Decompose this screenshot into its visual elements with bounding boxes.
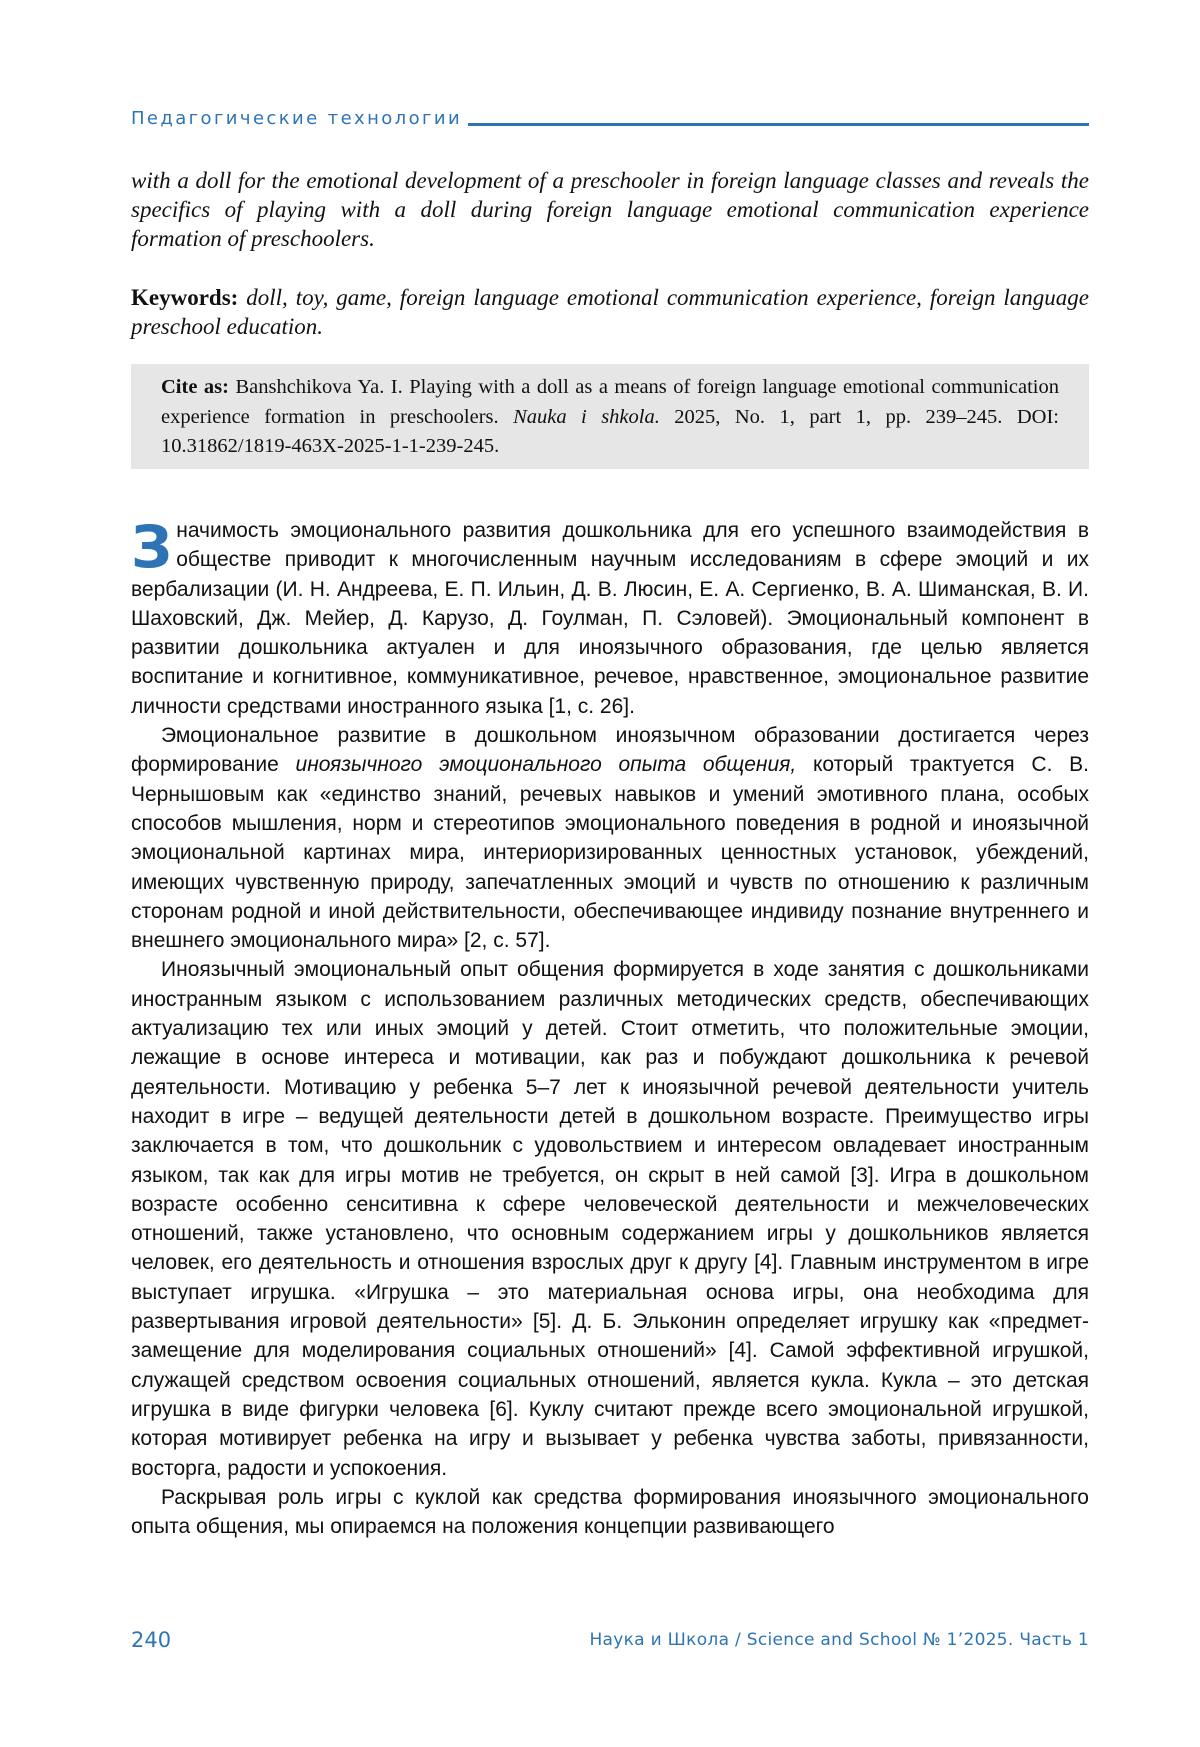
- keywords-text: doll, toy, game, foreign language emotional communication experience, foreign language preschool education.: [131, 285, 1090, 339]
- section-title: Педагогические технологии: [131, 108, 463, 129]
- paragraph-1: [131, 513, 1089, 721]
- citation-details: 2025, No. 1, part 1, pp. 239–245. DOI: 10.31862/1819-463X-2025-1-1-239-245.: [161, 405, 1059, 457]
- paragraph-3: Иноязычный эмоциональный опыт общения формируется в ходе занятия с дошкольниками иностранным языком с использованием различных методических средств, обеспечивающих актуализацию тех или иных эмоций у детей. Стоит отметить, что положительные эмоции, лежащие в основе интереса и мотивации, как раз и побуждают дошкольника к речевой деятельности. Мотивацию у ребенка 5–7 лет к иноязычной речевой деятельности учитель находит в игре – ведущей деятельности детей в дошкольном возрасте. Преимущество игры заключается в том, что дошкольник с удовольствием и интересом овладевает иностранным языком, так как для игры мотив не требуется, он скрыт в ней самой [3]. Игра в дошкольном возрасте особенно сенситивна к сфере человеческой деятельности и межчеловеческих отношений, также установлено, что основным содержанием игры у дошкольников является человек, его деятельность и отношения взрослых друг к другу [4]. Главным инструментом в игре выступает игрушка. «Игрушка – это материальная основа игры, она необходима для развертывания игровой деятельности» [5]. Д. Б. Эльконин определяет игрушку как «предмет-замещение для моделирования социальных отношений» [4]. Самой эффективной игрушкой, служащей средством освоения социальных отношений, является кукла. Кукла – это детская игрушка в виде фигурки человека [6]. Куклу считают прежде всего эмоциональной игрушкой, которая мотивирует ребенка на игру и вызывает у ребенка чувства заботы, привязанности, восторга, радости и успокоения.: [131, 958, 1089, 1480]
- keywords-label: Keywords:: [131, 285, 239, 310]
- page-number: 240: [131, 1628, 172, 1652]
- journal-footer: Наука и Школа / Science and School № 1’2025. Часть 1: [589, 1630, 1089, 1650]
- drop-cap: З: [131, 513, 173, 581]
- paragraph-2: [131, 721, 1089, 955]
- running-header: [131, 104, 1089, 130]
- citation-label: Cite as:: [161, 376, 229, 398]
- keywords: [131, 283, 1089, 341]
- paragraph-2-start: Эмоциональное развитие в дошкольном иноязычном образовании достигается через формирование: [131, 724, 1089, 777]
- paragraph-1-text: начимость эмоционального развития дошкольника для его успешного взаимодействия в обществе приводит к многочисленным научным исследованиям в сфере эмоций и их вербализации (И. Н. Андреева, Е. П. Ильин, Д. В. Люсин, Е. А. Сергиенко, В. А. Шиманская, В. И. Шаховский, Дж. Мейер, Д. Карузо, Д. Гоулман, П. Сэловей). Эмоциональный компонент в развитии дошкольника актуален и для иноязычного образования, где целью является воспитание и когнитивное, коммуникативное, речевое, нравственное, эмоциональное развитие личности средствами иностранного языка [1, с. 26].: [131, 519, 1089, 718]
- citation-text: [161, 373, 1059, 462]
- paragraph-2-end: который трактуется С. В. Чернышовым как «единство знаний, речевых навыков и умений эмотивного плана, особых способов мышления, норм и стереотипов эмоционального поведения в родной и иноязычной эмоциональной картинах мира, интериоризированных ценностных установок, убеждений, имеющих чувственную природу, запечатленных эмоций и чувств по отношению к различным сторонам родной и иной действительности, обеспечивающее индивиду познание внутреннего и внешнего эмоционального мира» [2, с. 57].: [131, 753, 1090, 953]
- citation-box: [131, 364, 1089, 469]
- header-rule: [468, 123, 1089, 126]
- article-body: [131, 513, 1090, 1541]
- abstract-continuation: with a doll for the emotional development of a preschooler in foreign language classes and reveals the specifics of playing with a doll during foreign language emotional communication experience formation of preschoolers.: [131, 168, 1089, 251]
- citation-journal: Nauka i shkola.: [513, 405, 660, 428]
- paragraph-2-term: иноязычного эмоционального опыта общения,: [295, 753, 797, 777]
- citation-reference: Banshchikova Ya. I. Playing with a doll as a means of foreign language emotional communication experience formation in preschoolers.: [161, 376, 1059, 428]
- paragraph-4: Раскрывая роль игры с куклой как средства формирования иноязычного эмоционального опыта общения, мы опираемся на положения концепции развивающего: [131, 1485, 1089, 1539]
